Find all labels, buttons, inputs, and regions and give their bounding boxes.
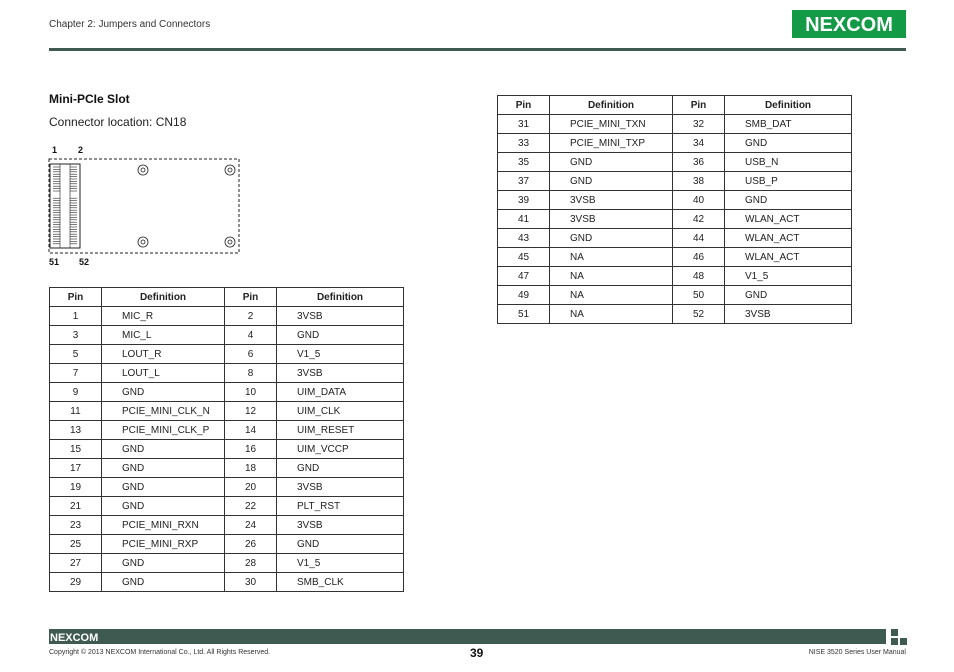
table-row xyxy=(498,286,852,305)
pin-cell: 41 xyxy=(498,210,550,229)
pin-cell: 49 xyxy=(498,286,550,305)
chapter-heading: Chapter 2: Jumpers and Connectors xyxy=(49,19,211,30)
definition-cell: GND xyxy=(102,497,225,516)
table-header-row xyxy=(50,288,404,307)
nexcom-logo xyxy=(792,10,906,38)
pin-cell: 27 xyxy=(50,554,102,573)
definition-cell: NA xyxy=(550,267,673,286)
definition-cell: 3VSB xyxy=(277,516,404,535)
definition-cell: GND xyxy=(102,440,225,459)
col-header: Pin xyxy=(50,288,102,307)
definition-cell: GND xyxy=(725,191,852,210)
definition-cell: LOUT_L xyxy=(102,364,225,383)
table-row xyxy=(50,497,404,516)
pin-cell: 31 xyxy=(498,115,550,134)
table-row xyxy=(498,210,852,229)
table-row xyxy=(498,267,852,286)
pin-cell: 38 xyxy=(673,172,725,191)
definition-cell: NA xyxy=(550,305,673,324)
pin-label-52: 52 xyxy=(79,257,90,267)
nexcom-logo-footer xyxy=(50,631,112,642)
col-header: Pin xyxy=(225,288,277,307)
definition-cell: GND xyxy=(277,459,404,478)
definition-cell: MIC_L xyxy=(102,326,225,345)
col-header: Definition xyxy=(725,96,852,115)
table-row xyxy=(50,459,404,478)
definition-cell: WLAN_ACT xyxy=(725,229,852,248)
definition-cell: 3VSB xyxy=(550,210,673,229)
table-row xyxy=(498,153,852,172)
definition-cell: PLT_RST xyxy=(277,497,404,516)
table-row xyxy=(50,383,404,402)
pin-cell: 16 xyxy=(225,440,277,459)
pin-cell: 3 xyxy=(50,326,102,345)
pin-cell: 25 xyxy=(50,535,102,554)
definition-cell: PCIE_MINI_TXP xyxy=(550,134,673,153)
table-row xyxy=(498,172,852,191)
definition-cell: GND xyxy=(102,459,225,478)
pin-cell: 48 xyxy=(673,267,725,286)
definition-cell: V1_5 xyxy=(277,554,404,573)
connector-location: Connector location: CN18 xyxy=(49,115,187,129)
definition-cell: NA xyxy=(550,286,673,305)
definition-cell: GND xyxy=(277,326,404,345)
pin-cell: 5 xyxy=(50,345,102,364)
definition-cell: GND xyxy=(102,478,225,497)
connector-diagram xyxy=(48,158,242,256)
table-row xyxy=(50,402,404,421)
logo-text: NEXCOM xyxy=(805,14,893,36)
definition-cell: 3VSB xyxy=(277,364,404,383)
definition-cell: GND xyxy=(725,134,852,153)
table-row xyxy=(498,229,852,248)
pin-cell: 42 xyxy=(673,210,725,229)
pin-cell: 12 xyxy=(225,402,277,421)
pin-cell: 35 xyxy=(498,153,550,172)
definition-cell: GND xyxy=(550,229,673,248)
pin-cell: 32 xyxy=(673,115,725,134)
definition-cell: GND xyxy=(550,172,673,191)
pin-cell: 19 xyxy=(50,478,102,497)
pin-cell: 47 xyxy=(498,267,550,286)
definition-cell: USB_N xyxy=(725,153,852,172)
footer-bar xyxy=(49,629,886,644)
definition-cell: 3VSB xyxy=(277,307,404,326)
definition-cell: WLAN_ACT xyxy=(725,248,852,267)
definition-cell: UIM_RESET xyxy=(277,421,404,440)
pin-cell: 6 xyxy=(225,345,277,364)
definition-cell: V1_5 xyxy=(277,345,404,364)
pin-cell: 17 xyxy=(50,459,102,478)
table-row xyxy=(50,440,404,459)
manual-title: NISE 3520 Series User Manual xyxy=(808,649,906,656)
pin-cell: 23 xyxy=(50,516,102,535)
pin-cell: 29 xyxy=(50,573,102,592)
pin-cell: 24 xyxy=(225,516,277,535)
footer-logo-text: NEXCOM xyxy=(50,632,99,642)
pin-cell: 33 xyxy=(498,134,550,153)
table-row xyxy=(498,248,852,267)
table-row xyxy=(50,478,404,497)
pin-cell: 13 xyxy=(50,421,102,440)
pin-table-left xyxy=(49,287,404,592)
table-row xyxy=(498,134,852,153)
pin-cell: 50 xyxy=(673,286,725,305)
definition-cell: WLAN_ACT xyxy=(725,210,852,229)
copyright-text: Copyright © 2013 NEXCOM International Co., Ltd. All Rights Reserved. xyxy=(49,649,271,656)
pin-cell: 30 xyxy=(225,573,277,592)
section-title: Mini-PCIe Slot xyxy=(49,92,130,106)
pin-cell: 36 xyxy=(673,153,725,172)
col-header: Definition xyxy=(277,288,404,307)
pin-cell: 21 xyxy=(50,497,102,516)
pin-cell: 37 xyxy=(498,172,550,191)
definition-cell: GND xyxy=(102,554,225,573)
pin-cell: 39 xyxy=(498,191,550,210)
definition-cell: GND xyxy=(277,535,404,554)
definition-cell: USB_P xyxy=(725,172,852,191)
pin-cell: 51 xyxy=(498,305,550,324)
pin-cell: 45 xyxy=(498,248,550,267)
definition-cell: GND xyxy=(550,153,673,172)
definition-cell: SMB_DAT xyxy=(725,115,852,134)
pin-cell: 22 xyxy=(225,497,277,516)
definition-cell: 3VSB xyxy=(725,305,852,324)
pin-cell: 14 xyxy=(225,421,277,440)
table-row xyxy=(498,115,852,134)
table-row xyxy=(50,326,404,345)
col-header: Definition xyxy=(102,288,225,307)
definition-cell: 3VSB xyxy=(550,191,673,210)
pin-cell: 18 xyxy=(225,459,277,478)
table-row xyxy=(50,535,404,554)
pin-table-right xyxy=(497,95,852,324)
table-row xyxy=(50,307,404,326)
definition-cell: SMB_CLK xyxy=(277,573,404,592)
definition-cell: NA xyxy=(550,248,673,267)
pin-label-2: 2 xyxy=(78,145,84,155)
definition-cell: LOUT_R xyxy=(102,345,225,364)
pin-cell: 2 xyxy=(225,307,277,326)
definition-cell: PCIE_MINI_CLK_P xyxy=(102,421,225,440)
definition-cell: PCIE_MINI_RXN xyxy=(102,516,225,535)
col-header: Pin xyxy=(673,96,725,115)
corner-squares-icon xyxy=(891,629,907,645)
table-row xyxy=(50,516,404,535)
definition-cell: PCIE_MINI_TXN xyxy=(550,115,673,134)
pin-cell: 20 xyxy=(225,478,277,497)
definition-cell: GND xyxy=(725,286,852,305)
definition-cell: GND xyxy=(102,383,225,402)
pin-cell: 11 xyxy=(50,402,102,421)
pin-cell: 9 xyxy=(50,383,102,402)
table-row xyxy=(50,554,404,573)
definition-cell: UIM_CLK xyxy=(277,402,404,421)
table-row xyxy=(50,573,404,592)
pin-label-51: 51 xyxy=(49,257,60,267)
mount-hole-icon xyxy=(138,165,235,247)
pin-cell: 52 xyxy=(673,305,725,324)
table-row xyxy=(498,191,852,210)
pin-cell: 10 xyxy=(225,383,277,402)
page-number: 39 xyxy=(470,646,484,660)
table-row xyxy=(50,421,404,440)
definition-cell: GND xyxy=(102,573,225,592)
definition-cell: PCIE_MINI_CLK_N xyxy=(102,402,225,421)
definition-cell: PCIE_MINI_RXP xyxy=(102,535,225,554)
pin-cell: 40 xyxy=(673,191,725,210)
col-header: Definition xyxy=(550,96,673,115)
pin-label-1: 1 xyxy=(52,145,58,155)
definition-cell: UIM_DATA xyxy=(277,383,404,402)
pin-cell: 44 xyxy=(673,229,725,248)
definition-cell: UIM_VCCP xyxy=(277,440,404,459)
table-row xyxy=(498,305,852,324)
pin-cell: 28 xyxy=(225,554,277,573)
table-row xyxy=(50,364,404,383)
table-header-row xyxy=(498,96,852,115)
pin-cell: 8 xyxy=(225,364,277,383)
pin-cell: 1 xyxy=(50,307,102,326)
pin-cell: 4 xyxy=(225,326,277,345)
pin-cell: 34 xyxy=(673,134,725,153)
table-row xyxy=(50,345,404,364)
definition-cell: V1_5 xyxy=(725,267,852,286)
definition-cell: MIC_R xyxy=(102,307,225,326)
header-rule xyxy=(49,48,906,51)
pin-cell: 26 xyxy=(225,535,277,554)
pin-cell: 7 xyxy=(50,364,102,383)
pin-cell: 15 xyxy=(50,440,102,459)
pin-cell: 43 xyxy=(498,229,550,248)
definition-cell: 3VSB xyxy=(277,478,404,497)
col-header: Pin xyxy=(498,96,550,115)
pin-cell: 46 xyxy=(673,248,725,267)
